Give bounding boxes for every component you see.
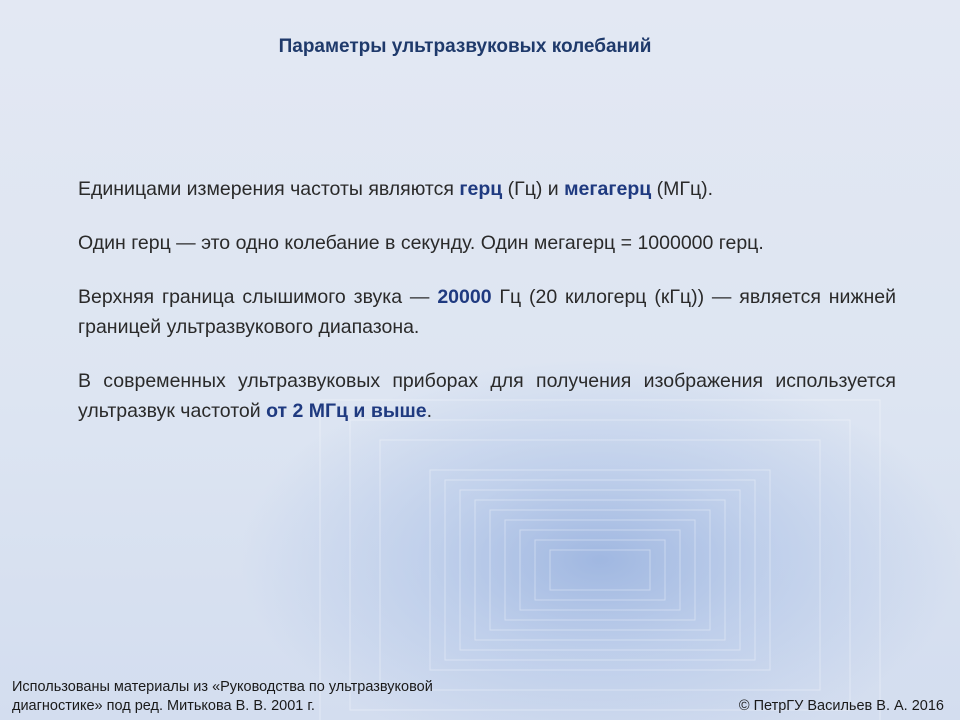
paragraph-units	[78, 174, 896, 204]
footer-source-line-1: Использованы материалы из «Руководства по ультразвуковой	[12, 679, 433, 695]
slide-body	[78, 174, 896, 450]
paragraph-hertz-definition: Один герц — это одно колебание в секунду. Один мегагерц = 1000000 герц.	[78, 232, 764, 254]
paragraph-modern-devices	[78, 366, 896, 426]
highlight-megahertz: мегагерц	[564, 178, 652, 200]
paragraph-text: Гц (20 килогерц (кГц)) — является нижней границей ультразвукового диапазона.	[78, 286, 896, 338]
footer-copyright: © ПетрГУ Васильев В. А. 2016	[738, 698, 944, 714]
paragraph-audible-limit	[78, 282, 896, 342]
paragraph-text: В современных ультразвуковых приборах для получения изображения используется ультразвук частотой	[78, 370, 896, 422]
highlight-2mhz: от 2 МГц и выше	[266, 400, 427, 422]
paragraph-text: .	[426, 400, 432, 422]
footer-source-line-2: диагностике» под ред. Митькова В. В. 2001 г.	[12, 698, 315, 714]
paragraph-text: Единицами измерения частоты являются	[78, 178, 460, 200]
highlight-20000: 20000	[437, 286, 492, 308]
paragraph-text: (Гц) и	[502, 178, 565, 200]
paragraph-text: Верхняя граница слышимого звука —	[78, 286, 438, 308]
highlight-hertz: герц	[459, 178, 503, 200]
footer-source	[12, 678, 492, 716]
slide-title: Параметры ультразвуковых колебаний	[278, 36, 652, 57]
paragraph-text: (МГц).	[651, 178, 714, 200]
